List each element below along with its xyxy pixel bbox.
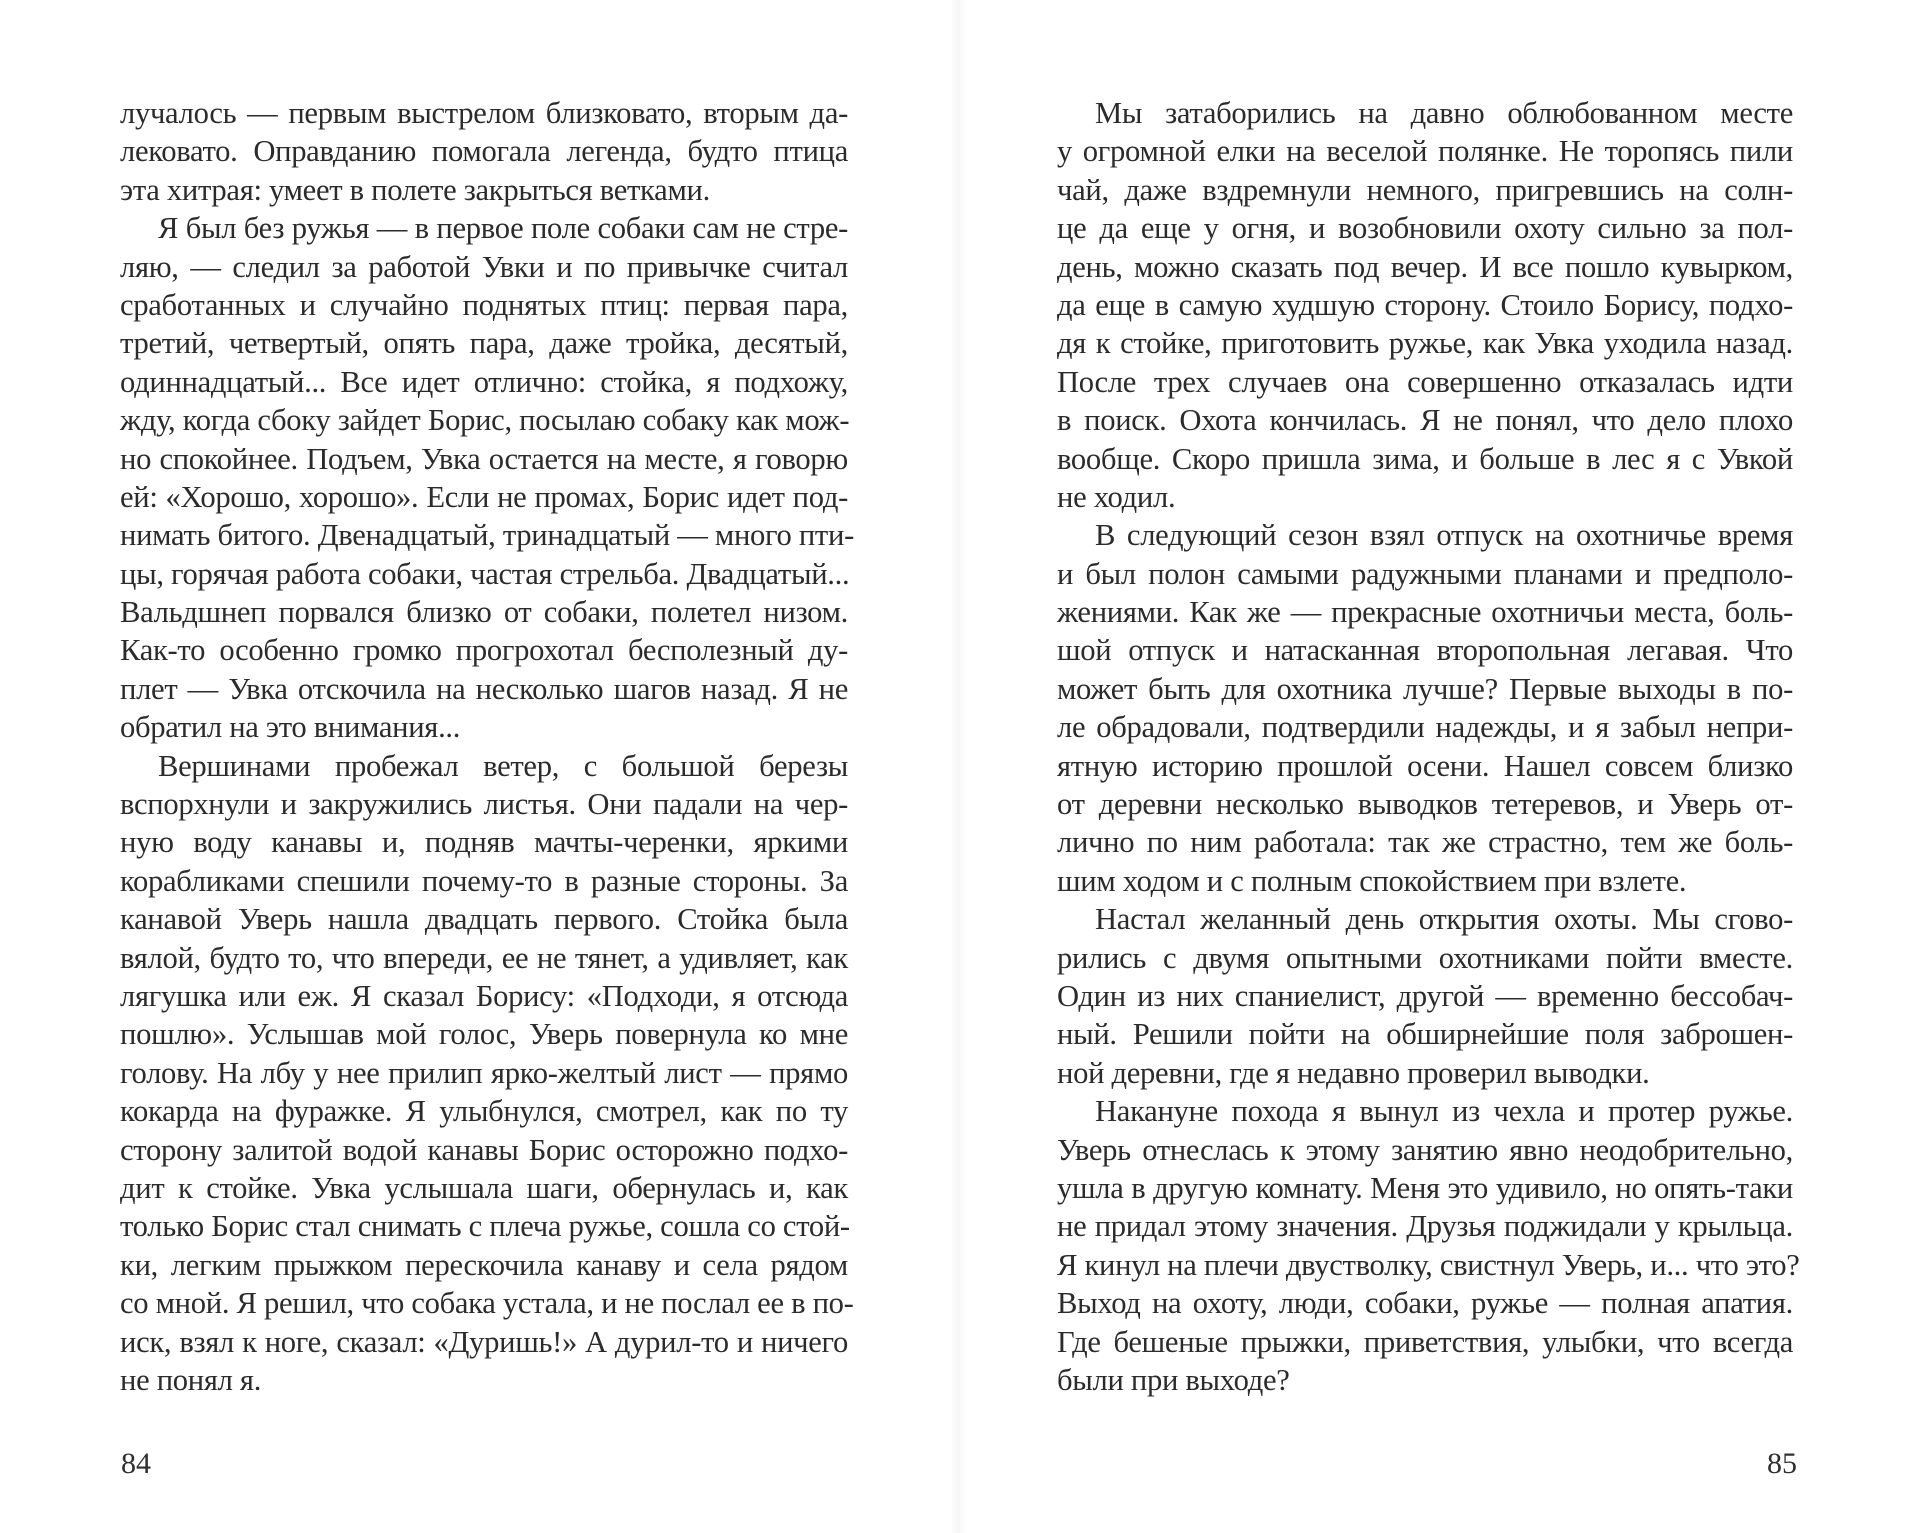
text-line: Где бешеные прыжки, приветствия, улыбки, что всегда bbox=[1057, 1324, 1793, 1359]
text-line: сработанных и случайно поднятых птиц: первая пара, bbox=[120, 287, 848, 322]
right-page-text bbox=[1057, 94, 1800, 1399]
text-line: ятную историю прошлой осени. Нашел совсем близко bbox=[1057, 748, 1793, 783]
text-line: цы, горячая работа собаки, частая стрельба. Двадцатый... bbox=[120, 556, 850, 591]
text-line: чай, даже вздремнули немного, пригревшись на солн- bbox=[1057, 172, 1793, 207]
text-line: Выход на охоту, люди, собаки, ружье — полная апатия. bbox=[1057, 1286, 1793, 1321]
text-line: не придал этому значения. Друзья поджидали у крыльца. bbox=[1057, 1209, 1793, 1244]
text-line: дя к стойке, приготовить ружье, как Увка уходила назад. bbox=[1057, 326, 1793, 361]
text-line: только Борис стал снимать с плеча ружье, сошла со стой- bbox=[120, 1209, 850, 1244]
text-line: в поиск. Охота кончилась. Я не понял, что дело плохо bbox=[1057, 403, 1793, 438]
text-line: ле обрадовали, подтвердили надежды, и я забыл непри- bbox=[1057, 710, 1793, 745]
text-line: дит к стойке. Увка услышала шаги, обернулась и, как bbox=[120, 1170, 848, 1205]
text-line: нимать битого. Двенадцатый, тринадцатый — много пти- bbox=[120, 518, 854, 553]
text-line: одиннадцатый... Все идет отлично: стойка, я подхожу, bbox=[120, 364, 848, 399]
text-line: голову. На лбу у нее прилип ярко-желтый лист — прямо bbox=[120, 1055, 848, 1090]
text-line: кокарда на фуражке. Я улыбнулся, смотрел, как по ту bbox=[120, 1094, 848, 1129]
text-line: Я был без ружья — в первое поле собаки сам не стре- bbox=[158, 211, 848, 246]
text-line: Вершинами пробежал ветер, с большой березы bbox=[158, 748, 848, 783]
text-line: Один из них спаниелист, другой — временно бессобач- bbox=[1057, 978, 1793, 1013]
text-line: Настал желанный день открытия охоты. Мы сгово- bbox=[1095, 902, 1793, 937]
text-line: Мы затаборились на давно облюбованном месте bbox=[1095, 96, 1793, 130]
text-line: канавой Уверь нашла двадцать первого. Стойка была bbox=[120, 902, 848, 937]
text-line: це да еще у огня, и возобновили охоту сильно за пол- bbox=[1057, 211, 1793, 246]
text-line: пошлю». Услышав мой голос, Уверь повернула ко мне bbox=[120, 1017, 848, 1052]
left-page-number: 84 bbox=[121, 1447, 151, 1480]
text-line: да еще в самую худшую сторону. Стоило Борису, подхо- bbox=[1057, 287, 1793, 322]
text-line: лековато. Оправданию помогала легенда, будто птица bbox=[120, 134, 848, 169]
text-line: шой отпуск и натасканная второпольная легавая. Что bbox=[1057, 633, 1793, 668]
text-line: Я кинул на плечи двустволку, свистнул Уверь, и... что это? bbox=[1057, 1247, 1800, 1282]
text-line: вялой, будто то, что впереди, ее не тянет, а удивляет, как bbox=[120, 940, 848, 975]
text-line: ную воду канавы и, подняв мачты-черенки, яркими bbox=[120, 825, 848, 860]
text-line: Вальдшнеп порвался близко от собаки, полетел низом. bbox=[120, 595, 848, 630]
text-line: Уверь отнеслась к этому занятию явно неодобрительно, bbox=[1057, 1132, 1793, 1167]
text-line: но спокойнее. Подъем, Увка остается на месте, я говорю bbox=[120, 441, 848, 476]
text-line: ей: «Хорошо, хорошо». Если не промах, Борис идет под- bbox=[120, 479, 848, 514]
text-line: корабликами спешили почему-то в разные стороны. За bbox=[120, 863, 848, 898]
text-line: у огромной елки на веселой полянке. Не торопясь пили bbox=[1057, 134, 1793, 169]
left-page bbox=[0, 0, 957, 1533]
text-line: ляю, — следил за работой Увки и по привычке считал bbox=[120, 249, 848, 284]
text-line: ной деревни, где я недавно проверил выводки. bbox=[1057, 1055, 1650, 1090]
text-line: шим ходом и с полным спокойствием при взлете. bbox=[1057, 863, 1687, 898]
right-page bbox=[957, 0, 1915, 1533]
text-line: день, можно сказать под вечер. И все пошло кувырком, bbox=[1057, 249, 1793, 284]
text-line: может быть для охотника лучше? Первые выходы в по- bbox=[1057, 671, 1793, 706]
text-line: обратил на это внимания... bbox=[120, 710, 461, 745]
text-line: рились с двумя опытными охотниками пойти вместе. bbox=[1057, 940, 1793, 975]
text-line: эта хитрая: умеет в полете закрыться ветками. bbox=[120, 172, 710, 207]
text-line: иск, взял к ноге, сказал: «Дуришь!» А дурил-то и ничего bbox=[120, 1324, 848, 1359]
text-line: ушла в другую комнату. Меня это удивило, но опять-таки bbox=[1057, 1170, 1793, 1205]
text-line: После трех случаев она совершенно отказалась идти bbox=[1057, 364, 1793, 399]
text-line: не ходил. bbox=[1057, 479, 1176, 514]
text-line: сторону залитой водой канавы Борис осторожно подхо- bbox=[120, 1132, 848, 1167]
text-line: ный. Решили пойти на обширнейшие поля заброшен- bbox=[1057, 1017, 1793, 1052]
text-line: со мной. Я решил, что собака устала, и не послал ее в по- bbox=[120, 1286, 854, 1321]
text-line: Как-то особенно громко прогрохотал бесполезный ду- bbox=[120, 633, 848, 668]
text-line: жениями. Как же — прекрасные охотничьи места, боль- bbox=[1057, 595, 1793, 630]
text-line: от деревни несколько выводков тетеревов, и Уверь от- bbox=[1057, 787, 1793, 822]
text-line: были при выходе? bbox=[1057, 1362, 1290, 1397]
text-line: лучалось — первым выстрелом близковато, вторым да- bbox=[120, 96, 848, 130]
text-line: вообще. Скоро пришла зима, и больше в лес я с Увкой bbox=[1057, 441, 1793, 476]
text-line: лягушка или еж. Я сказал Борису: «Подходи, я отсюда bbox=[120, 978, 848, 1013]
text-line: Накануне похода я вынул из чехла и протер ружье. bbox=[1095, 1094, 1793, 1129]
text-line: и был полон самыми радужными планами и предполо- bbox=[1057, 556, 1793, 591]
text-line: вспорхнули и закружились листья. Они падали на чер- bbox=[120, 787, 848, 822]
text-line: плет — Увка отскочила на несколько шагов назад. Я не bbox=[120, 671, 848, 706]
text-line: жду, когда сбоку зайдет Борис, посылаю собаку как мож- bbox=[120, 403, 850, 438]
right-page-number: 85 bbox=[1767, 1447, 1797, 1480]
text-line: лично по ним работала: так же страстно, тем же боль- bbox=[1057, 825, 1793, 860]
left-page-text bbox=[120, 94, 854, 1399]
text-line: не понял я. bbox=[120, 1362, 262, 1397]
text-line: ки, легким прыжком перескочила канаву и села рядом bbox=[120, 1247, 848, 1282]
text-line: В следующий сезон взял отпуск на охотничье время bbox=[1095, 518, 1793, 553]
text-line: третий, четвертый, опять пара, даже тройка, десятый, bbox=[120, 326, 848, 361]
